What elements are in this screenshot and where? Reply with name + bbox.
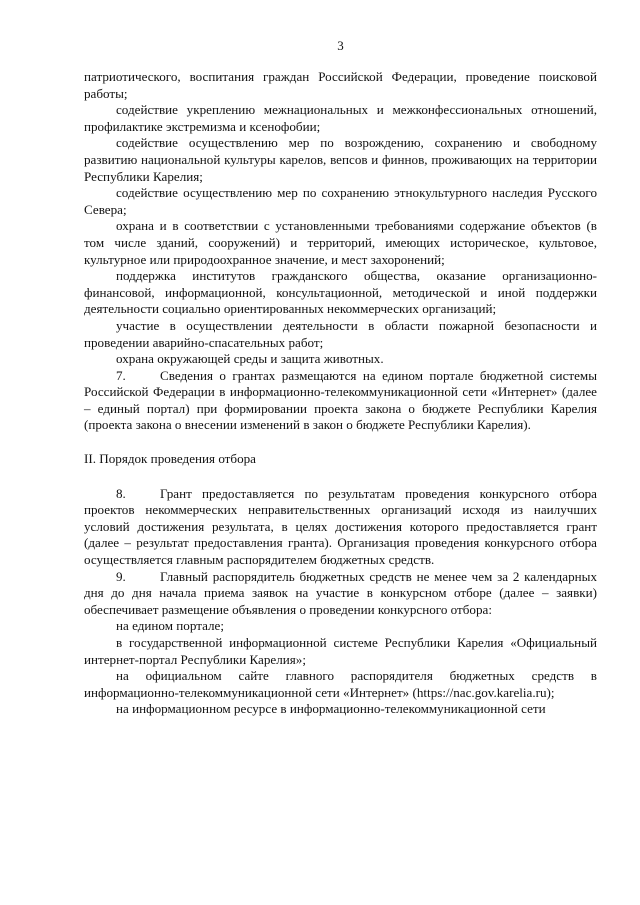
paragraph: содействие осуществлению мер по возрождению, сохранению и свободному развитию национальной культуры карелов, вепсов и финнов, проживающих на территории Республики Карелия; [84, 135, 597, 184]
paragraph-continuation: патриотического, воспитания граждан Российской Федерации, проведение поисковой работы; [84, 69, 597, 101]
paragraph: на едином портале; [116, 618, 224, 634]
paragraph: охрана и в соответствии с установленными требованиями содержание объектов (в том числе зданий, сооружений) и территорий, имеющих историческое, культовое, культурное или природоохранное значение, и мест захоронений; [84, 218, 597, 267]
paragraph: в государственной информационной системе Республики Карелия «Официальный интернет-портал Республики Карелия»; [84, 635, 597, 667]
item-number: 8. [116, 485, 126, 501]
paragraph: на официальном сайте главного распорядителя бюджетных средств в информационно-телекоммуникационной сети «Интернет» (https://nac.gov.karelia.ru); [84, 668, 597, 700]
item-text: Грант предоставляется по результатам проведения конкурсного отбора проектов некоммерческих неправительственных организаций исходя из наилучших условий достижения результата, в целях достижения которого предоставляется грант (далее – результат предоставления гранта). Организация проведения конкурсного отбора осуществляется главным распорядителем бюджетных средств. [84, 485, 597, 568]
section-heading: II. Порядок проведения отбора [84, 451, 256, 467]
paragraph-truncated: на информационном ресурсе в информационно-телекоммуникационной сети [116, 701, 546, 717]
numbered-item-9 [84, 569, 597, 619]
paragraph: содействие осуществлению мер по сохранению этнокультурного наследия Русского Севера; [84, 185, 597, 217]
paragraph: участие в осуществлении деятельности в области пожарной безопасности и проведении аварийно-спасательных работ; [84, 317, 597, 350]
paragraph: охрана окружающей среды и защита животных. [116, 351, 384, 367]
item-text: Сведения о грантах размещаются на едином портале бюджетной системы Российской Федерации в информационно-телекоммуникационной сети «Интернет» (далее – единый портал) при формировании проекта закона о бюджете Республики Карелия (проекта закона о внесении изменений в закон о бюджете Республики Карелия). [84, 367, 597, 433]
page-number: 3 [337, 38, 344, 53]
item-text: Главный распорядитель бюджетных средств не менее чем за 2 календарных дня до дня начала приема заявок на участие в конкурсном отборе (далее – заявки) обеспечивает размещение объявления о проведении конкурсного отбора: [84, 568, 597, 617]
item-number: 9. [116, 568, 126, 584]
paragraph: поддержка институтов гражданского общества, оказание организационно-финансовой, информационной, консультационной, методической и иной поддержки деятельности социально ориентированных некоммерческих организаций; [84, 268, 597, 317]
document-body [84, 69, 597, 718]
numbered-item-7 [84, 368, 597, 434]
paragraph: содействие укреплению межнациональных и межконфессиональных отношений, профилактике экстремизма и ксенофобии; [84, 102, 597, 134]
numbered-item-8 [84, 486, 597, 569]
item-number: 7. [116, 367, 126, 383]
